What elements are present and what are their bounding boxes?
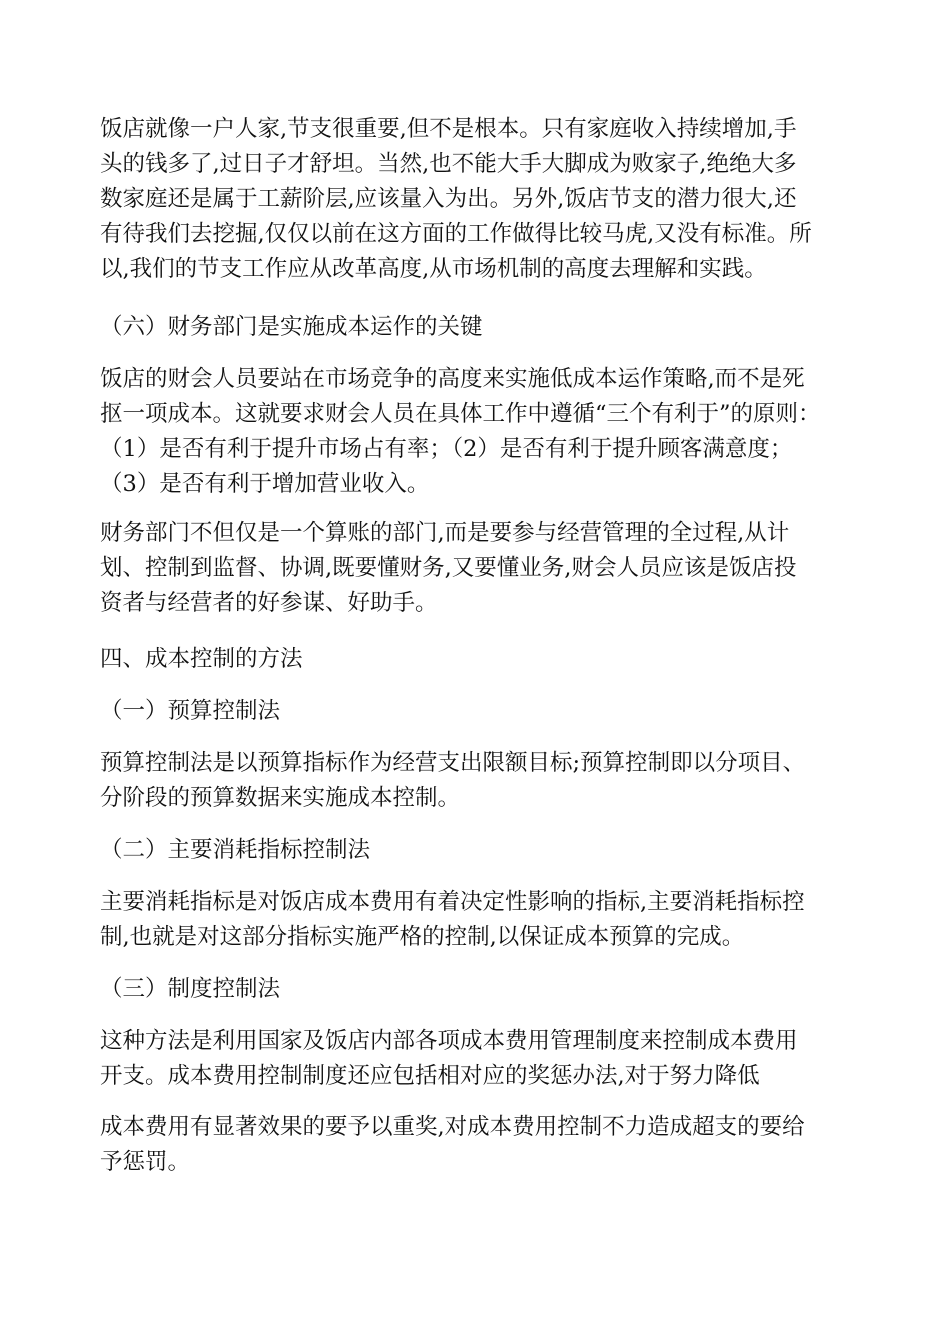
text-line: 这种方法是利用国家及饭店内部各项成本费用管理制度来控制成本费用 [100, 1028, 798, 1054]
text-line: （3）是否有利于增加营业收入。 [100, 471, 430, 497]
text-line: 以,我们的节支工作应从改革高度,从市场机制的高度去理解和实践。 [100, 256, 767, 282]
text-line: 予惩罚。 [100, 1149, 191, 1175]
heading-text: （六）财务部门是实施成本运作的关键 [100, 314, 483, 340]
paragraph-savings [100, 112, 812, 287]
text-line: 饭店就像一户人家,节支很重要,但不是根本。只有家庭收入持续增加,手 [100, 116, 797, 142]
paragraph-finance-staff [100, 362, 821, 502]
section-heading-1 [100, 694, 280, 729]
text-line: 分阶段的预算数据来实施成本控制。 [100, 785, 461, 811]
chapter-heading-4 [100, 642, 303, 677]
text-line: 资者与经营者的好参谋、好助手。 [100, 590, 438, 616]
text-line: 有待我们去挖掘,仅仅以前在这方面的工作做得比较马虎,又没有标准。所 [100, 221, 812, 247]
paragraph-budget-control [100, 746, 805, 816]
paragraph-consumption-index [100, 885, 805, 955]
text-line: （1）是否有利于提升市场占有率；（2）是否有利于提升顾客满意度； [100, 436, 793, 462]
section-heading-2 [100, 833, 370, 868]
text-line: 头的钱多了,过日子才舒坦。当然,也不能大手大脚成为败家子,绝绝大多 [100, 151, 797, 177]
text-line: 成本费用有显著效果的要予以重奖,对成本费用控制不力造成超支的要给 [100, 1114, 805, 1140]
paragraph-finance-dept [100, 516, 796, 621]
text-line: 主要消耗指标是对饭店成本费用有着决定性影响的指标,主要消耗指标控 [100, 889, 805, 915]
text-line: 数家庭还是属于工薪阶层,应该量入为出。另外,饭店节支的潜力很大,还 [100, 186, 797, 212]
paragraph-rewards-penalties [100, 1110, 805, 1180]
heading-text: 四、成本控制的方法 [100, 646, 303, 672]
section-heading-3 [100, 972, 280, 1007]
text-line: 预算控制法是以预算指标作为经营支出限额目标;预算控制即以分项目、 [100, 750, 806, 776]
heading-text: （三）制度控制法 [100, 976, 281, 1002]
text-line: 开支。成本费用控制制度还应包括相对应的奖惩办法,对于努力降低 [100, 1063, 760, 1089]
section-heading-6 [100, 310, 483, 345]
text-line: 财务部门不但仅是一个算账的部门,而是要参与经营管理的全过程,从计 [100, 520, 790, 546]
text-line: 饭店的财会人员要站在市场竞争的高度来实施低成本运作策略,而不是死 [100, 366, 805, 392]
text-line: 划、控制到监督、协调,既要懂财务,又要懂业务,财会人员应该是饭店投 [100, 555, 797, 581]
text-line: 抠一项成本。这就要求财会人员在具体工作中遵循“三个有利于”的原则： [100, 401, 821, 427]
heading-text: （二）主要消耗指标控制法 [100, 837, 371, 863]
paragraph-system-control [100, 1024, 798, 1094]
text-line: 制,也就是对这部分指标实施严格的控制,以保证成本预算的完成。 [100, 924, 745, 950]
heading-text: （一）预算控制法 [100, 698, 281, 724]
